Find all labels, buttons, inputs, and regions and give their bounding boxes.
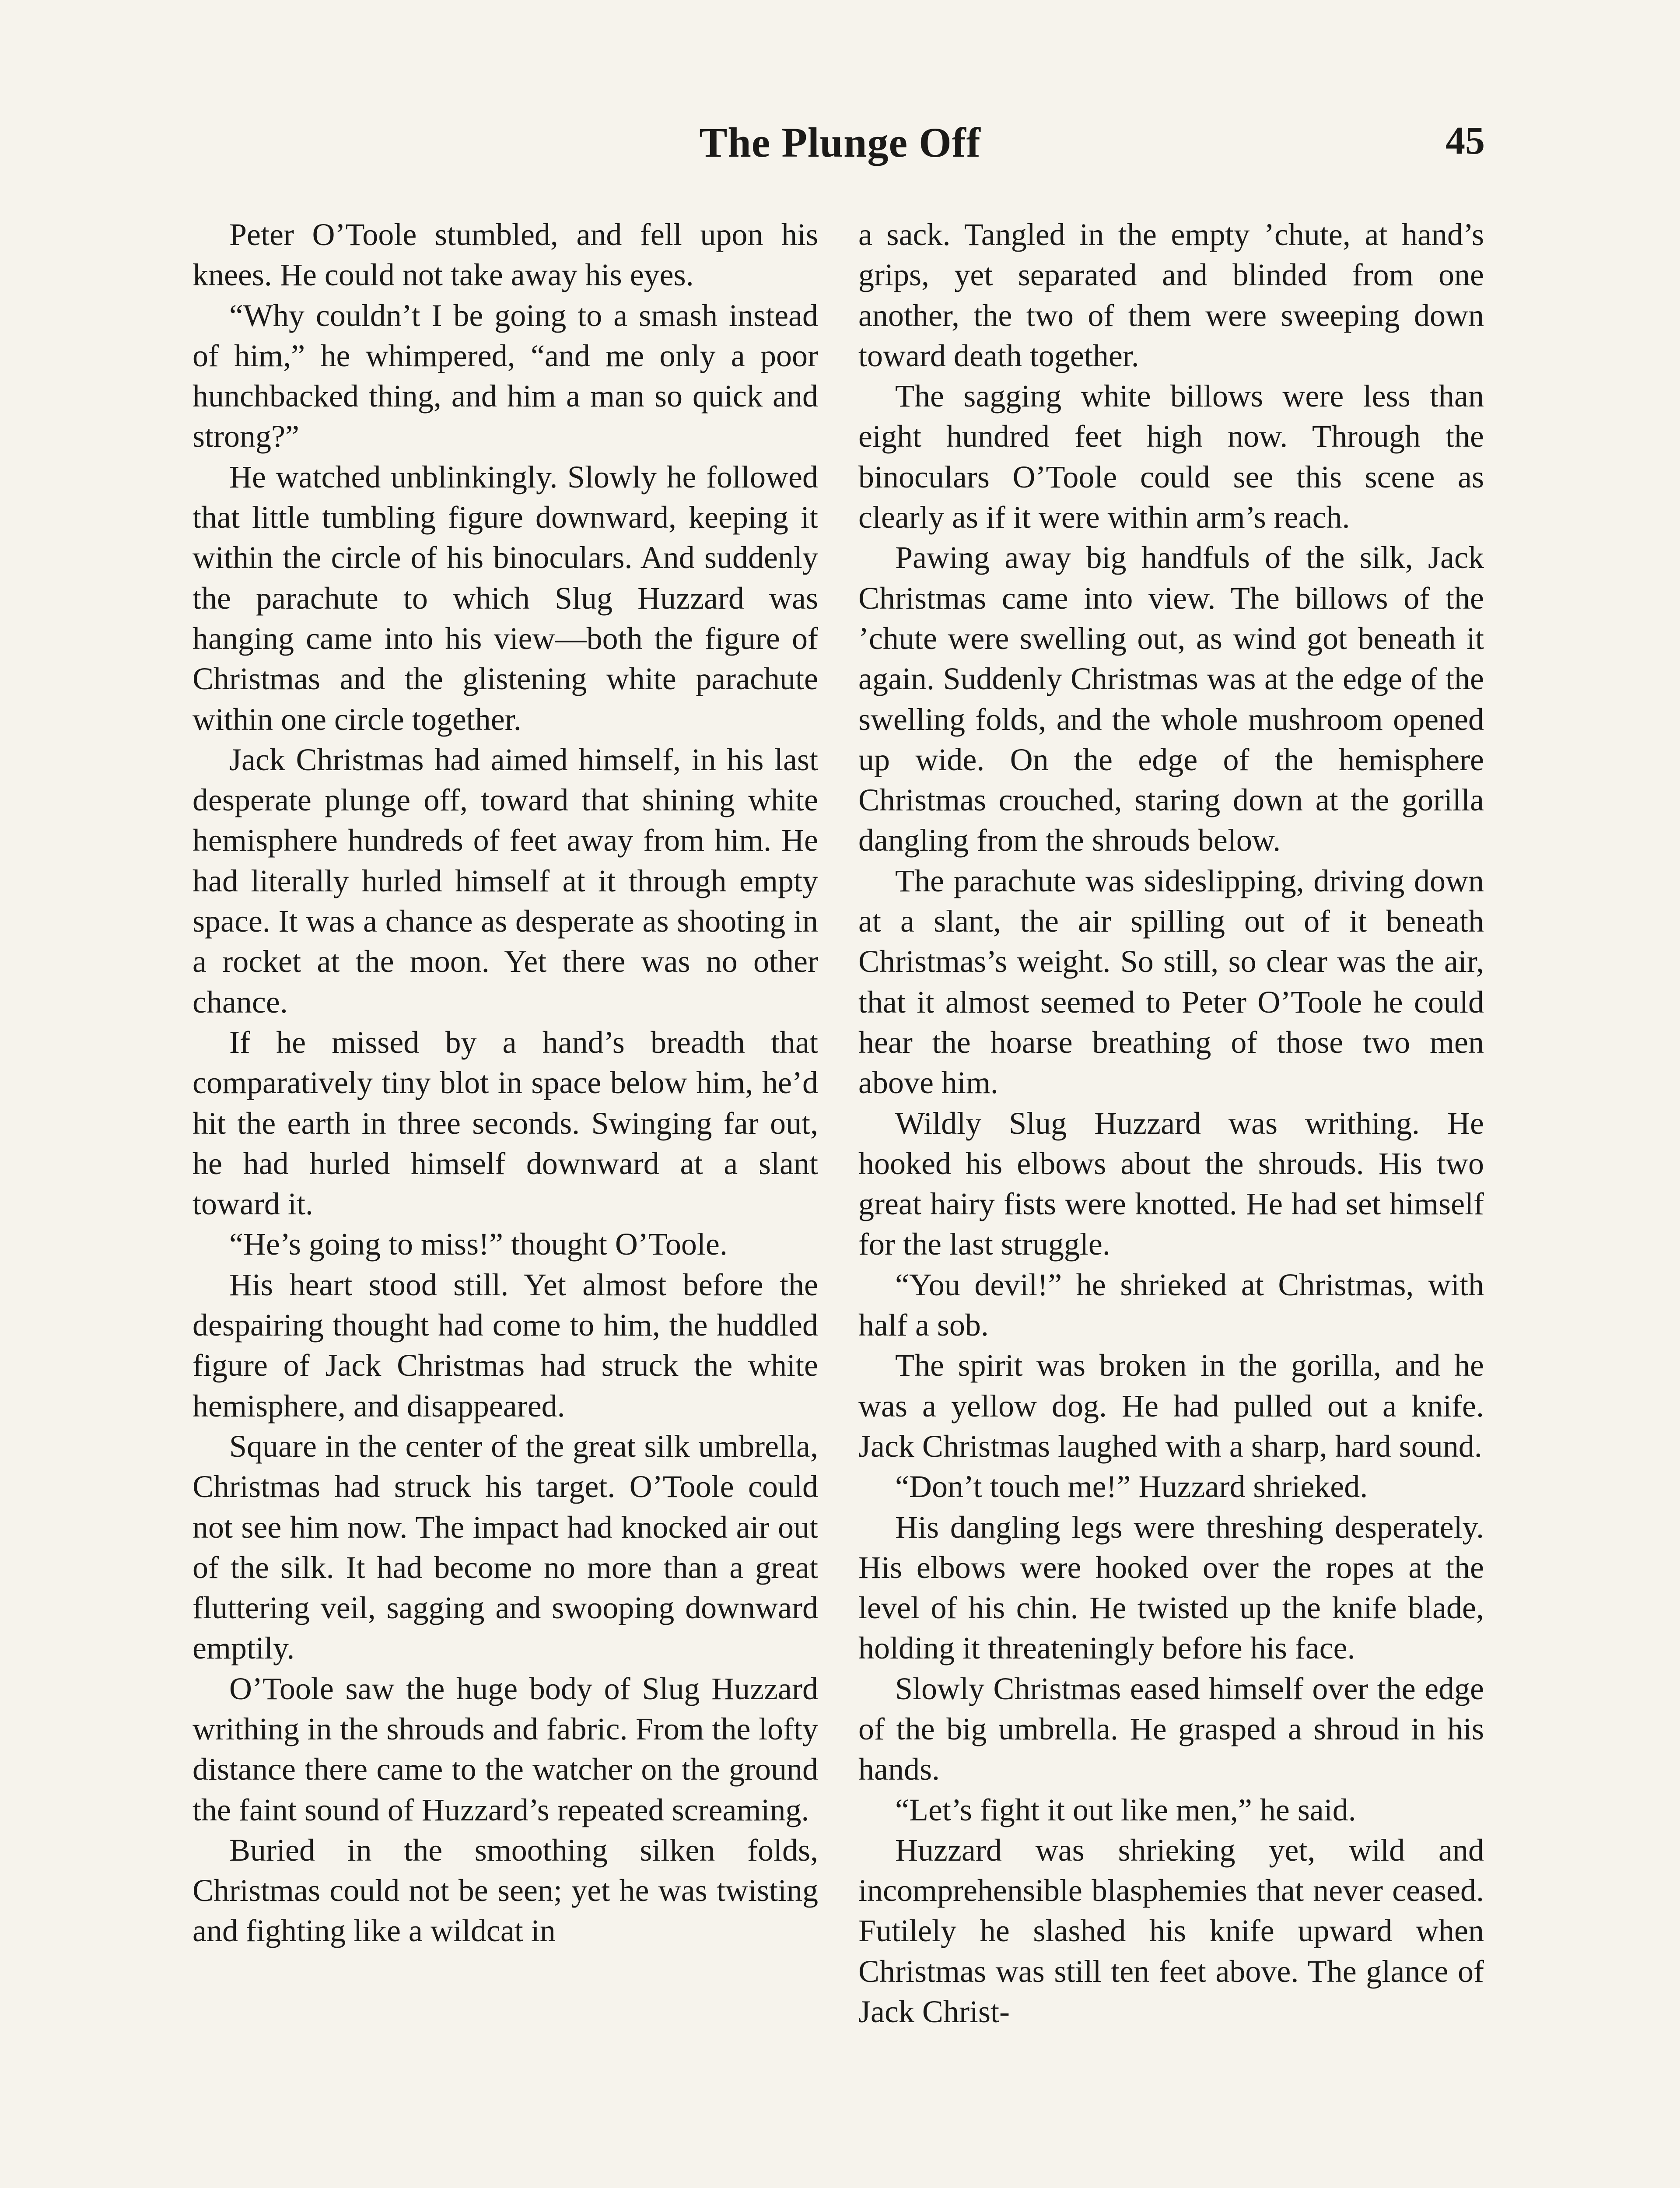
- paragraph: Slowly Christmas eased himself over the edge of the big umbrella. He grasped a shroud in his hands.: [858, 1671, 1484, 1787]
- paragraph: “Why couldn’t I be going to a smash instead of him,” he whimpered, “and me only a poor hunchbacked thing, and him a man so quick and strong?”: [192, 298, 818, 454]
- paragraph: “Let’s fight it out like men,” he said.: [895, 1792, 1356, 1827]
- left-column: [192, 214, 818, 1951]
- right-column: [858, 214, 1484, 2032]
- paragraph: The sagging white billows were less than eight hundred feet high now. Through the binoculars O’Toole could see this scene as clearly as if it were within arm’s reach.: [858, 379, 1484, 535]
- paragraph: Huzzard was shrieking yet, wild and incomprehensible blasphemies that never ceased. Futilely he slashed his knife upward when Christmas was still ten feet above. The glance of Jack Christ-: [858, 1832, 1484, 2030]
- paragraph: “You devil!” he shrieked at Christmas, with half a sob.: [858, 1267, 1484, 1343]
- page-number: 45: [1446, 119, 1485, 162]
- paragraph: Pawing away big handfuls of the silk, Jack Christmas came into view. The billows of the ’chute were swelling out, as wind got beneath it again. Suddenly Christmas was at the edge of the swelling folds, and the whole mushroom opened up wide. On the edge of the hemisphere Christmas crouched, staring down at the gorilla dangling from the shrouds below.: [858, 540, 1484, 858]
- paragraph: If he missed by a hand’s breadth that comparatively tiny blot in space below him, he’d hit the earth in three seconds. Swinging far out, he had hurled himself downward at a slant toward it.: [192, 1024, 818, 1222]
- paragraph: The parachute was sideslipping, driving down at a slant, the air spilling out of it beneath Christmas’s weight. So still, so clear was the air, that it almost seemed to Peter O’Toole he could hear the hoarse breathing of those two men above him.: [858, 863, 1484, 1101]
- paragraph: His heart stood still. Yet almost before the despairing thought had come to him, the huddled figure of Jack Christmas had struck the white hemisphere, and disappeared.: [192, 1267, 818, 1424]
- running-header: [0, 118, 1680, 179]
- paragraph: Square in the center of the great silk umbrella, Christmas had struck his target. O’Toole could not see him now. The impact had knocked air out of the silk. It had become no more than a great fluttering veil, sagging and swooping downward emptily.: [192, 1428, 818, 1666]
- paragraph: His dangling legs were threshing desperately. His elbows were hooked over the ropes at the level of his chin. He twisted up the knife blade, holding it threateningly before his face.: [858, 1509, 1484, 1666]
- paragraph: O’Toole saw the huge body of Slug Huzzard writhing in the shrouds and fabric. From the lofty distance there came to the watcher on the ground the faint sound of Huzzard’s repeated screaming.: [192, 1671, 818, 1827]
- paragraph: The spirit was broken in the gorilla, and he was a yellow dog. He had pulled out a knife. Jack Christmas laughed with a sharp, hard sound.: [858, 1348, 1484, 1464]
- paragraph: Jack Christmas had aimed himself, in his last desperate plunge off, toward that shining white hemisphere hundreds of feet away from him. He had literally hurled himself at it through empty space. It was a chance as desperate as shooting in a rocket at the moon. Yet there was no other chance.: [192, 742, 818, 1020]
- paragraph: Buried in the smoothing silken folds, Christmas could not be seen; yet he was twisting and fighting like a wildcat in: [192, 1832, 818, 1949]
- paragraph: Wildly Slug Huzzard was writhing. He hooked his elbows about the shrouds. His two great hairy fists were knotted. He had set himself for the last struggle.: [858, 1105, 1484, 1262]
- paragraph: “He’s going to miss!” thought O’Toole.: [229, 1227, 728, 1262]
- paragraph-continuation: a sack. Tangled in the empty ’chute, at hand’s grips, yet separated and blinded from one another, the two of them were sweeping down toward death together.: [858, 217, 1484, 373]
- paragraph: “Don’t touch me!” Huzzard shrieked.: [895, 1469, 1368, 1504]
- paragraph: He watched unblinkingly. Slowly he followed that little tumbling figure downward, keeping it within the circle of his binoculars. And suddenly the parachute to which Slug Huzzard was hanging came into his view—both the figure of Christmas and the glistening white parachute within one circle together.: [192, 459, 818, 737]
- paragraph: Peter O’Toole stumbled, and fell upon his knees. He could not take away his eyes.: [192, 217, 818, 293]
- chapter-title: The Plunge Off: [699, 119, 981, 166]
